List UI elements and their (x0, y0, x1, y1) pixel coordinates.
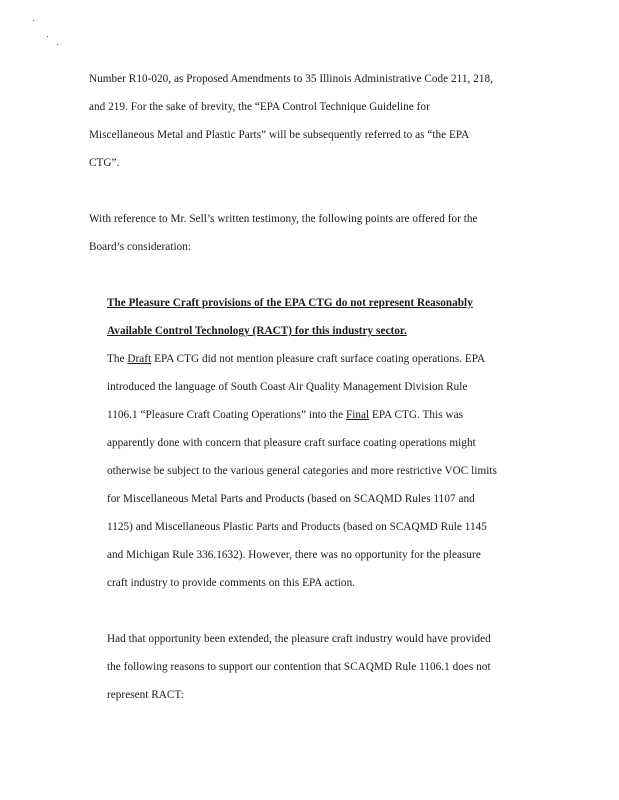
text-line: 1125) and Miscellaneous Plastic Parts and Products (based on SCAQMD Rule 1145 (107, 521, 487, 533)
text-line: Miscellaneous Metal and Plastic Parts” will be subsequently referred to as “the EPA (89, 129, 470, 141)
heading-line: The Pleasure Craft provisions of the EPA CTG do not represent Reasonably (107, 297, 473, 309)
scan-speck (33, 20, 34, 21)
text-line: Number R10-020, as Proposed Amendments to 35 Illinois Administrative Code 211, 218, (89, 73, 493, 85)
text-line (107, 408, 463, 422)
text-line: represent RACT: (107, 689, 184, 701)
draft-emphasis: Draft (127, 353, 152, 365)
text-line: and 219. For the sake of brevity, the “EPA Control Technique Guideline for (89, 101, 430, 113)
text-span: EPA CTG. This was (369, 409, 464, 421)
text-span: EPA CTG did not mention pleasure craft surface coating operations. EPA (151, 353, 486, 365)
text-line: otherwise be subject to the various general categories and more restrictive VOC limits (107, 465, 497, 477)
text-line: apparently done with concern that pleasure craft surface coating operations might (107, 437, 476, 449)
text-line: Had that opportunity been extended, the pleasure craft industry would have provided (107, 633, 491, 645)
text-line: With reference to Mr. Sell’s written testimony, the following points are offered for the (89, 213, 478, 225)
text-line: CTG”. (89, 157, 120, 169)
text-line: craft industry to provide comments on this EPA action. (107, 577, 356, 589)
text-span: The (107, 353, 128, 365)
text-line: Board’s consideration: (89, 241, 192, 253)
scan-speck (57, 44, 58, 45)
scan-speck (47, 36, 48, 37)
text-line: the following reasons to support our contention that SCAQMD Rule 1106.1 does not (107, 661, 491, 673)
text-line: for Miscellaneous Metal Parts and Products (based on SCAQMD Rules 1107 and (107, 493, 475, 505)
text-span: 1106.1 “Pleasure Craft Coating Operations” into the (107, 409, 346, 421)
text-line: and Michigan Rule 336.1632). However, there was no opportunity for the pleasure (107, 549, 481, 561)
text-line (107, 352, 485, 366)
heading-line: Available Control Technology (RACT) for this industry sector. (107, 325, 407, 337)
final-emphasis: Final (345, 409, 370, 421)
text-line: introduced the language of South Coast Air Quality Management Division Rule (107, 381, 468, 393)
